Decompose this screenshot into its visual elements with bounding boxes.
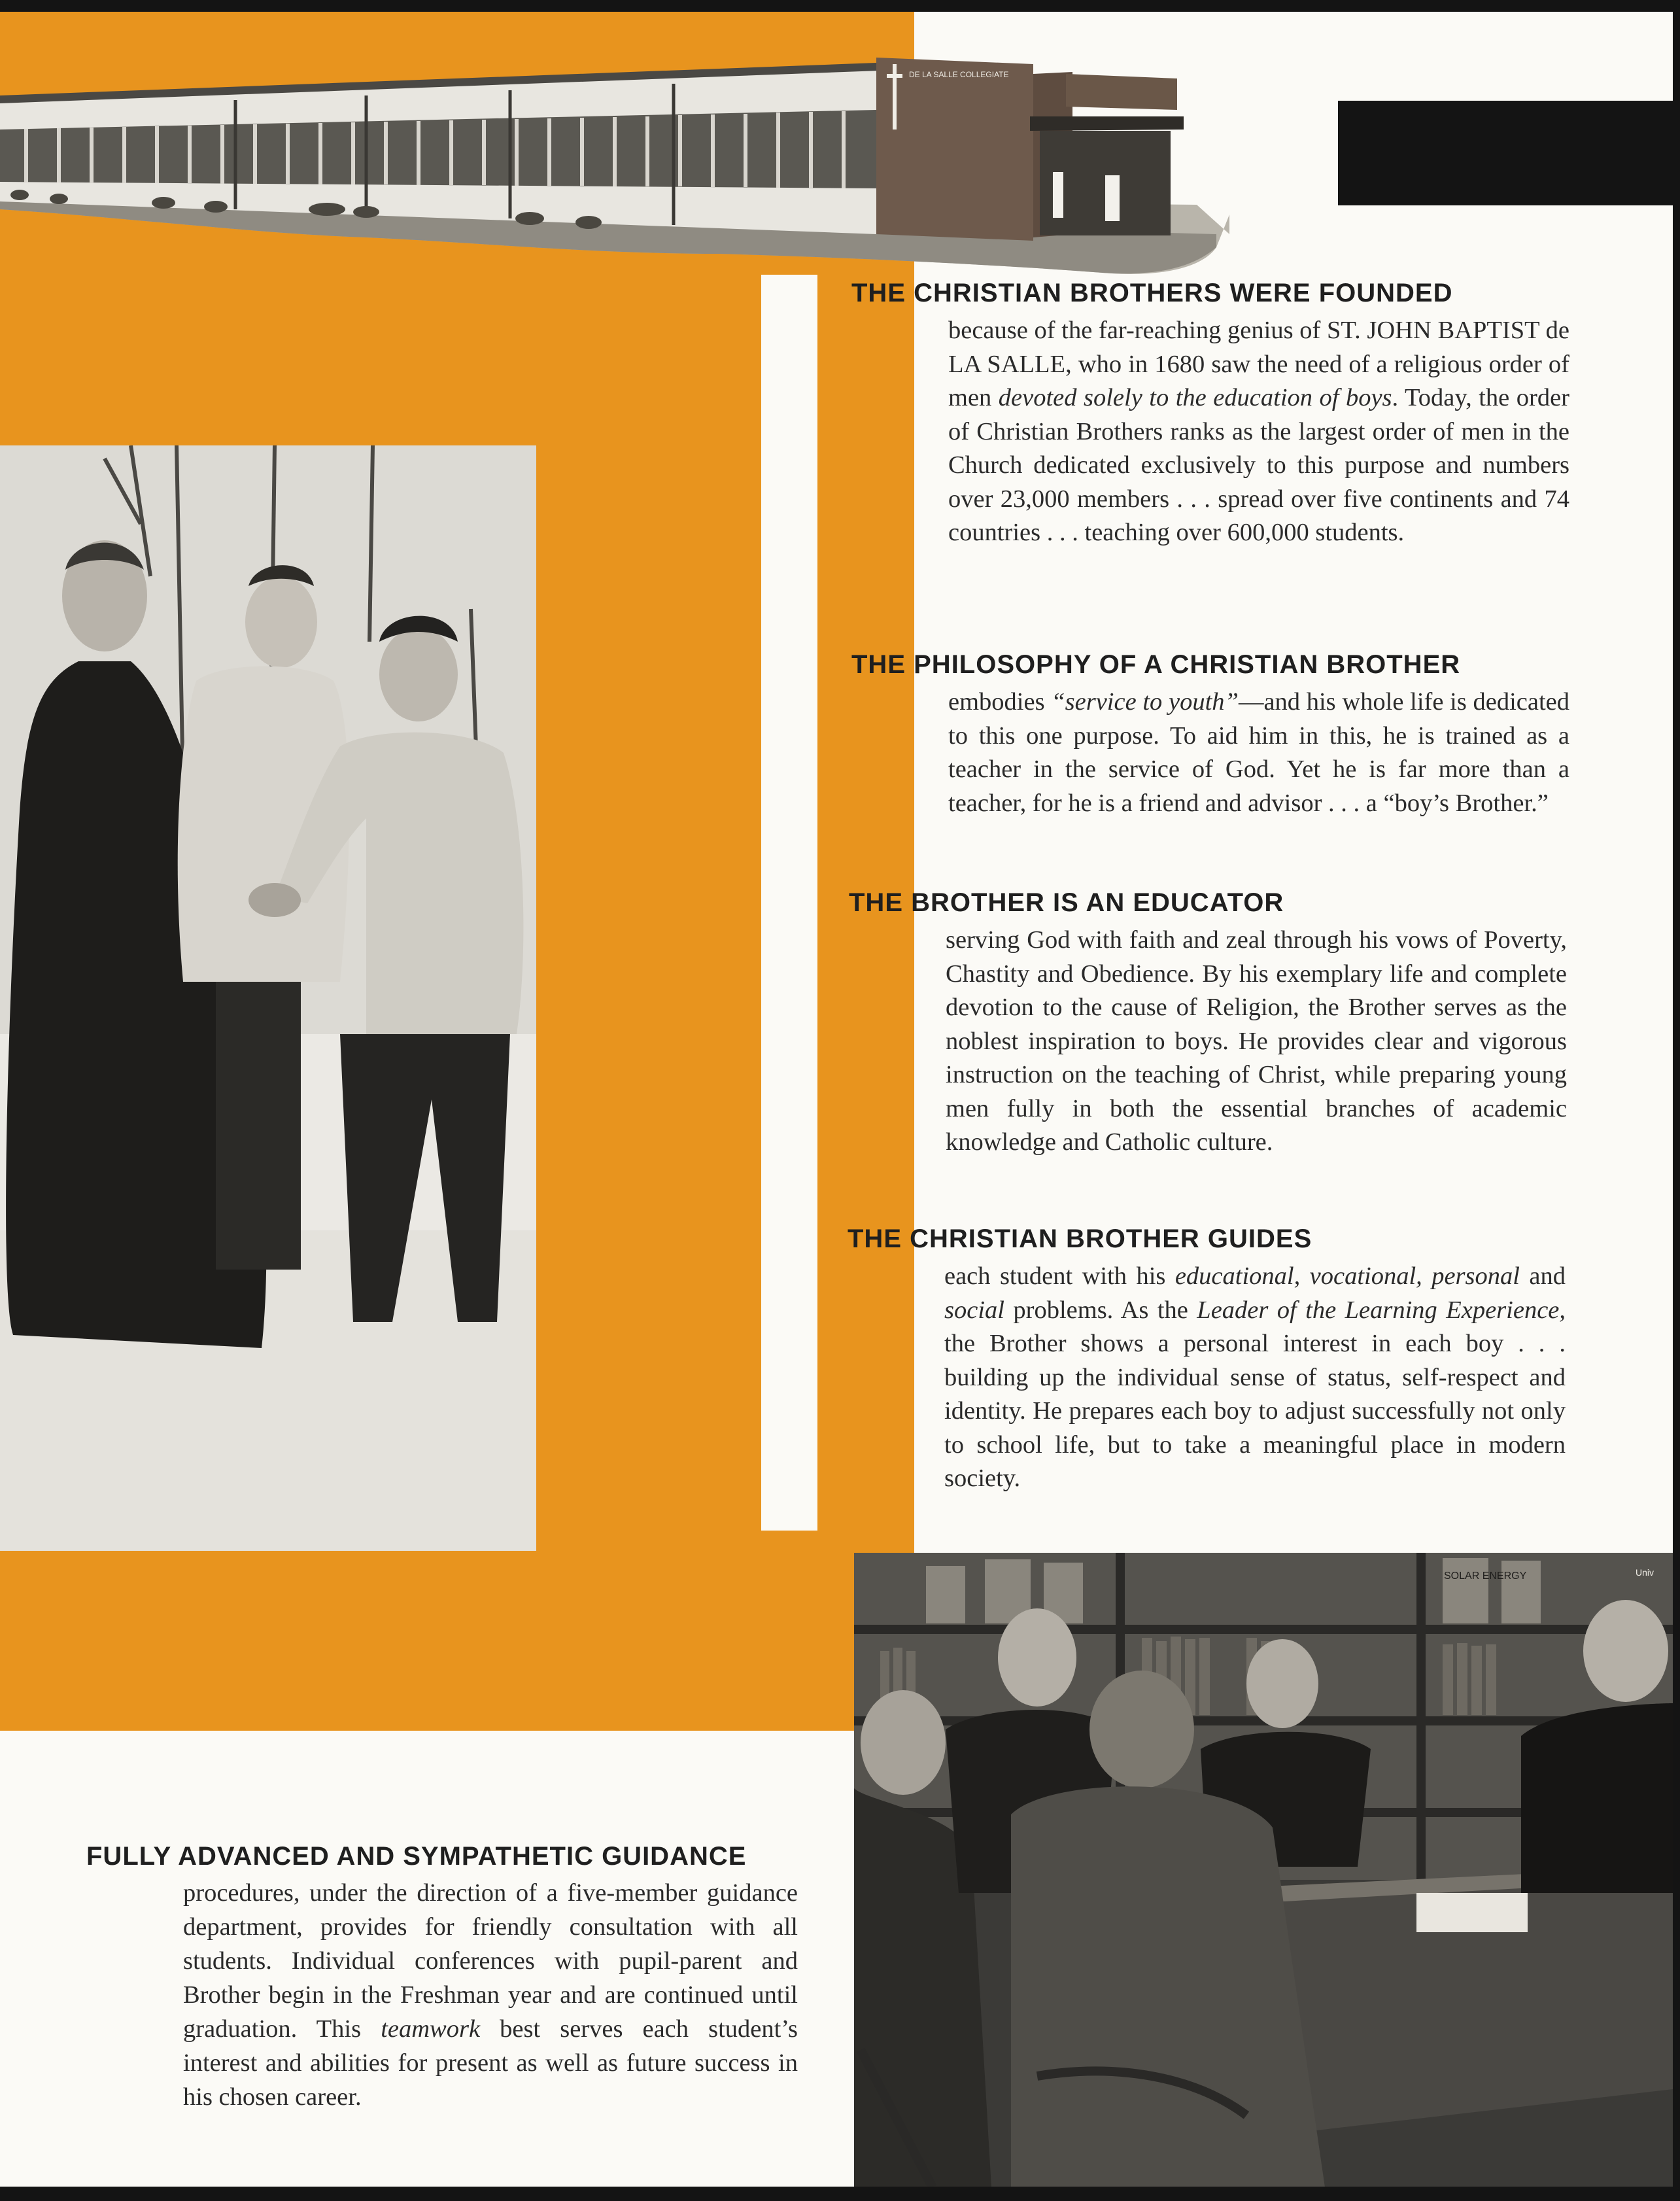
- brother-greeting-students-photo: [0, 445, 536, 1551]
- body-emphasis: social: [944, 1296, 1004, 1324]
- body-emphasis: “service to youth”: [1051, 688, 1239, 716]
- section-guides: [848, 1226, 1569, 1496]
- section-heading: [851, 280, 1569, 306]
- body-emphasis: devoted solely to the education of boys: [998, 384, 1392, 411]
- brochure-page: [0, 12, 1673, 2187]
- heading-text: CHRISTIAN BROTHER GUIDES: [910, 1224, 1312, 1253]
- building-sign: DE LA SALLE COLLEGIATE: [909, 70, 1009, 79]
- section-body: [948, 685, 1569, 820]
- body-emphasis: teamwork: [381, 2015, 481, 2043]
- section-body: [944, 1260, 1566, 1496]
- body-emphasis: educational, vocational, personal: [1174, 1262, 1520, 1290]
- body-text: problems. As the: [1004, 1296, 1197, 1324]
- section-heading: [848, 1226, 1569, 1252]
- body-text: and: [1519, 1262, 1566, 1290]
- heading-lead: THE: [851, 650, 906, 679]
- heading-lead: THE: [848, 1224, 902, 1253]
- decorative-white-strip: [761, 275, 817, 1531]
- section-educator: [849, 890, 1569, 1160]
- body-text: best serves each student’s interest and abilities for present as well as future success in his chosen career.: [183, 2015, 798, 2111]
- body-text: embodies: [948, 688, 1052, 716]
- section-heading: [851, 651, 1569, 678]
- section-founded: [851, 280, 1569, 550]
- body-text: because of the far-reaching genius of ST. JOHN BAPTIST de LA SALLE, who in 1680 saw the need of a religious order of men: [948, 317, 1569, 411]
- body-text: . Today, the order of Christian Brothers ranks as the largest order of men in the Church dedicated exclusively to this purpose and numbers over 23,000 members . . . spread over five continents and 74 countries . . . teaching over 600,000 students.: [948, 384, 1569, 546]
- body-emphasis: Leader of the Learning Experience,: [1197, 1296, 1566, 1324]
- body-text: procedures, under the direction of a five-member guidance department, provides for friendly consultation with all students. Individual conferences with pupil-parent and Brother begin in the Freshman year and are continued until graduation. This: [183, 1879, 798, 2043]
- body-text: —and his whole life is dedicated to this one purpose. To aid him in this, he is trained as a teacher in the service of God. Yet he is far more than a teacher, for he is a friend and advisor . . . a “boy’s Brother.”: [948, 688, 1569, 817]
- body-text: serving God with faith and zeal through his vows of Poverty, Chastity and Obedience. By his exemplary life and complete devotion to the cause of Religion, the Brother serves as the noblest inspiration to boys. He provides clear and vigorous instruction on the teaching of Christ, while preparing young men fully in both the essential branches of academic knowledge and Catholic culture.: [946, 926, 1567, 1156]
- section-guidance: [86, 1843, 806, 2114]
- heading-lead: THE: [851, 279, 906, 307]
- black-title-bar: [1338, 101, 1673, 205]
- heading-lead: THE: [849, 888, 903, 917]
- heading-text: BROTHER IS AN EDUCATOR: [911, 888, 1284, 917]
- library-meeting-photo: [854, 1553, 1673, 2187]
- section-body: [948, 314, 1569, 550]
- library-book-title-1: SOLAR ENERGY: [1444, 1570, 1527, 1582]
- section-heading: [849, 890, 1569, 916]
- guidance-heading: FULLY ADVANCED AND SYMPATHETIC GUIDANCE: [86, 1842, 747, 1871]
- heading-text: PHILOSOPHY OF A CHRISTIAN BROTHER: [914, 650, 1461, 679]
- library-book-title-2: Univ: [1636, 1567, 1654, 1578]
- section-body: [946, 924, 1567, 1160]
- body-text: the Brother shows a personal interest in each boy . . . building up the individual sense of status, self-respect and identity. He prepares each boy to adjust successfully not only to school life, but to take a meaningful place in modern society.: [944, 1330, 1566, 1492]
- section-philosophy: [851, 651, 1569, 820]
- guidance-body: [183, 1876, 798, 2114]
- body-text: each student with his: [944, 1262, 1175, 1290]
- school-building-photo: [0, 38, 1229, 280]
- heading-text: CHRISTIAN BROTHERS WERE FOUNDED: [914, 279, 1453, 307]
